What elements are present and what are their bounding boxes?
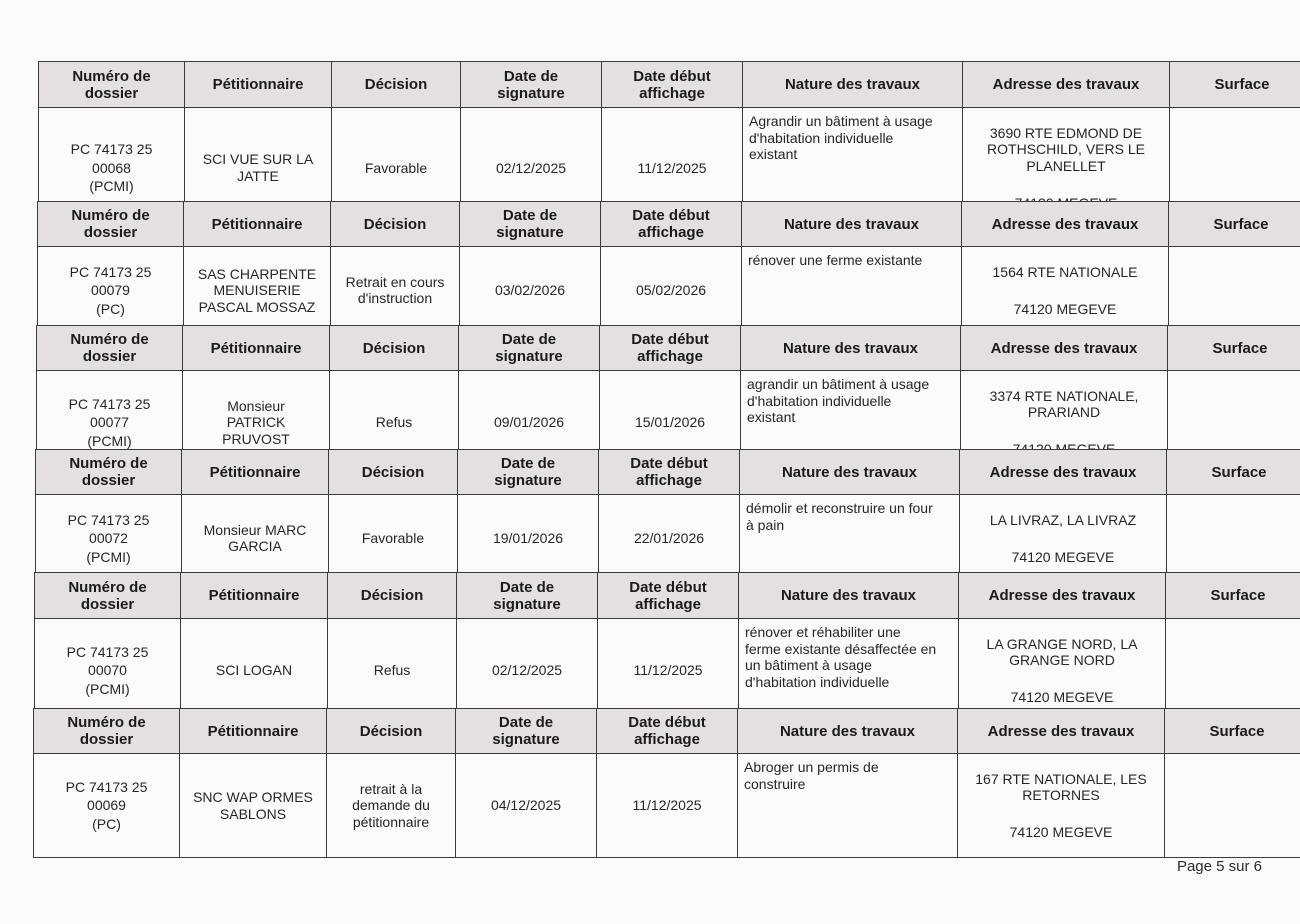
cell-nature-travaux: rénover une ferme existante: [742, 247, 962, 335]
header-petitionnaire: Pétitionnaire: [182, 450, 329, 495]
cell-numero-dossier: PC 74173 25 00072 (PCMI): [36, 495, 182, 583]
permit-table: [37, 201, 1269, 335]
header-numero-dossier: Numéro de dossier: [34, 709, 180, 754]
cell-decision: Favorable: [329, 495, 458, 583]
cell-petitionnaire: SNC WAP ORMES SABLONS: [180, 754, 327, 858]
header-decision: Décision: [330, 326, 459, 371]
cell-adresse-travaux: [959, 619, 1166, 723]
cell-numero-dossier: PC 74173 25 00069 (PC): [34, 754, 180, 858]
address-line: 3374 RTE NATIONALE, PRARIAND: [989, 387, 1139, 420]
cell-petitionnaire: SAS CHARPENTE MENUISERIE PASCAL MOSSAZ: [184, 247, 331, 335]
cell-adresse-travaux: [960, 495, 1167, 583]
header-date-signature: Date de signature: [459, 326, 600, 371]
header-petitionnaire: Pétitionnaire: [180, 709, 327, 754]
cell-numero-dossier: PC 74173 25 00070 (PCMI): [35, 619, 181, 723]
cell-date-signature: 09/01/2026: [459, 371, 600, 475]
header-petitionnaire: Pétitionnaire: [181, 573, 328, 619]
cell-adresse-travaux: [962, 247, 1169, 335]
header-decision: Décision: [332, 62, 461, 108]
header-date-affichage: Date début affichage: [602, 62, 743, 108]
permit-grid: [34, 572, 1300, 723]
header-surface: Surface: [1165, 709, 1300, 754]
header-petitionnaire: Pétitionnaire: [184, 202, 331, 247]
header-petitionnaire: Pétitionnaire: [183, 326, 330, 371]
header-date-affichage: Date début affichage: [597, 709, 738, 754]
header-date-signature: Date de signature: [456, 709, 597, 754]
permit-grid: [37, 201, 1300, 335]
permit-row: [34, 754, 1300, 858]
cell-decision: Retrait en cours d'instruction: [331, 247, 460, 335]
header-adresse-travaux: Adresse des travaux: [962, 202, 1169, 247]
cell-date-signature: 02/12/2025: [461, 108, 602, 229]
cell-numero-dossier: PC 74173 25 00077 (PCMI): [37, 371, 183, 475]
header-row: [35, 573, 1300, 619]
address-line: LA LIVRAZ, LA LIVRAZ: [989, 511, 1137, 528]
header-surface: Surface: [1166, 573, 1300, 619]
cell-date-affichage: 11/12/2025: [597, 754, 738, 858]
header-adresse-travaux: Adresse des travaux: [961, 326, 1168, 371]
header-adresse-travaux: Adresse des travaux: [958, 709, 1165, 754]
cell-adresse-travaux: [958, 754, 1165, 858]
cell-date-affichage: 15/01/2026: [600, 371, 741, 475]
header-date-affichage: Date début affichage: [599, 450, 740, 495]
header-decision: Décision: [331, 202, 460, 247]
permit-table: [35, 449, 1267, 583]
header-date-affichage: Date début affichage: [601, 202, 742, 247]
cell-numero-dossier: PC 74173 25 00079 (PC): [38, 247, 184, 335]
header-surface: Surface: [1168, 326, 1300, 371]
cell-decision: retrait à la demande du pétitionnaire: [327, 754, 456, 858]
cell-nature-travaux: rénover et réhabiliter une ferme existante désaffectée en un bâtiment à usage d'habitation individuelle: [739, 619, 959, 723]
cell-petitionnaire: SCI VUE SUR LA JATTE: [185, 108, 332, 229]
commune-line: 74120 MEGEVE: [1010, 689, 1114, 705]
header-numero-dossier: Numéro de dossier: [39, 62, 185, 108]
header-date-signature: Date de signature: [457, 573, 598, 619]
header-date-affichage: Date début affichage: [600, 326, 741, 371]
cell-petitionnaire: SCI LOGAN: [181, 619, 328, 723]
permit-table: [34, 572, 1266, 723]
header-row: [38, 202, 1300, 247]
header-decision: Décision: [329, 450, 458, 495]
page-number: Page 5 sur 6: [1176, 858, 1262, 875]
address-line: 3690 RTE EDMOND DE ROTHSCHILD, VERS LE PLANELLET: [987, 124, 1145, 174]
permit-grid: [33, 708, 1300, 858]
cell-petitionnaire: Monsieur MARC GARCIA: [182, 495, 329, 583]
cell-nature-travaux: agrandir un bâtiment à usage d'habitation individuelle existant: [741, 371, 961, 475]
commune-line: 74120 MEGEVE: [1013, 300, 1117, 317]
commune-line: 74120 MEGEVE: [1011, 548, 1115, 565]
header-numero-dossier: Numéro de dossier: [38, 202, 184, 247]
header-decision: Décision: [328, 573, 457, 619]
header-nature-travaux: Nature des travaux: [743, 62, 963, 108]
cell-surface: [1165, 754, 1300, 858]
header-numero-dossier: Numéro de dossier: [37, 326, 183, 371]
header-nature-travaux: Nature des travaux: [741, 326, 961, 371]
header-row: [37, 326, 1300, 371]
cell-surface: [1167, 495, 1300, 583]
cell-date-affichage: 22/01/2026: [599, 495, 740, 583]
header-nature-travaux: Nature des travaux: [738, 709, 958, 754]
cell-date-signature: 02/12/2025: [457, 619, 598, 723]
cell-date-affichage: 11/12/2025: [598, 619, 739, 723]
cell-petitionnaire: Monsieur PATRICK PRUVOST: [183, 371, 330, 475]
header-petitionnaire: Pétitionnaire: [185, 62, 332, 108]
header-nature-travaux: Nature des travaux: [742, 202, 962, 247]
permit-grid: [35, 449, 1300, 583]
cell-date-signature: 04/12/2025: [456, 754, 597, 858]
header-decision: Décision: [327, 709, 456, 754]
header-adresse-travaux: Adresse des travaux: [960, 450, 1167, 495]
cell-decision: Refus: [330, 371, 459, 475]
header-nature-travaux: Nature des travaux: [739, 573, 959, 619]
cell-date-signature: 03/02/2026: [460, 247, 601, 335]
permit-row: [35, 619, 1300, 723]
header-numero-dossier: Numéro de dossier: [35, 573, 181, 619]
header-date-signature: Date de signature: [461, 62, 602, 108]
commune-line: 74120 MEGEVE: [1009, 824, 1113, 840]
permit-row: [38, 247, 1300, 335]
address-line: LA GRANGE NORD, LA GRANGE NORD: [986, 635, 1138, 668]
header-surface: Surface: [1169, 202, 1300, 247]
permit-row: [36, 495, 1300, 583]
cell-date-affichage: 11/12/2025: [602, 108, 743, 229]
cell-surface: [1166, 619, 1300, 723]
header-surface: Surface: [1167, 450, 1300, 495]
header-row: [34, 709, 1300, 754]
cell-date-signature: 19/01/2026: [458, 495, 599, 583]
cell-numero-dossier: PC 74173 25 00068 (PCMI): [39, 108, 185, 229]
header-numero-dossier: Numéro de dossier: [36, 450, 182, 495]
header-nature-travaux: Nature des travaux: [740, 450, 960, 495]
permit-table: [33, 708, 1265, 858]
cell-nature-travaux: Abroger un permis de construire: [738, 754, 958, 858]
header-row: [36, 450, 1300, 495]
header-date-affichage: Date début affichage: [598, 573, 739, 619]
cell-date-affichage: 05/02/2026: [601, 247, 742, 335]
cell-decision: Refus: [328, 619, 457, 723]
cell-nature-travaux: démolir et reconstruire un four à pain: [740, 495, 960, 583]
cell-surface: [1169, 247, 1300, 335]
cell-decision: Favorable: [332, 108, 461, 229]
header-adresse-travaux: Adresse des travaux: [959, 573, 1166, 619]
address-line: 1564 RTE NATIONALE: [992, 263, 1138, 280]
header-adresse-travaux: Adresse des travaux: [963, 62, 1170, 108]
header-date-signature: Date de signature: [458, 450, 599, 495]
cell-nature-travaux: Agrandir un bâtiment à usage d'habitation individuelle existant: [743, 108, 963, 229]
address-line: 167 RTE NATIONALE, LES RETORNES: [975, 770, 1147, 803]
header-row: [39, 62, 1300, 108]
header-date-signature: Date de signature: [460, 202, 601, 247]
header-surface: Surface: [1170, 62, 1300, 108]
